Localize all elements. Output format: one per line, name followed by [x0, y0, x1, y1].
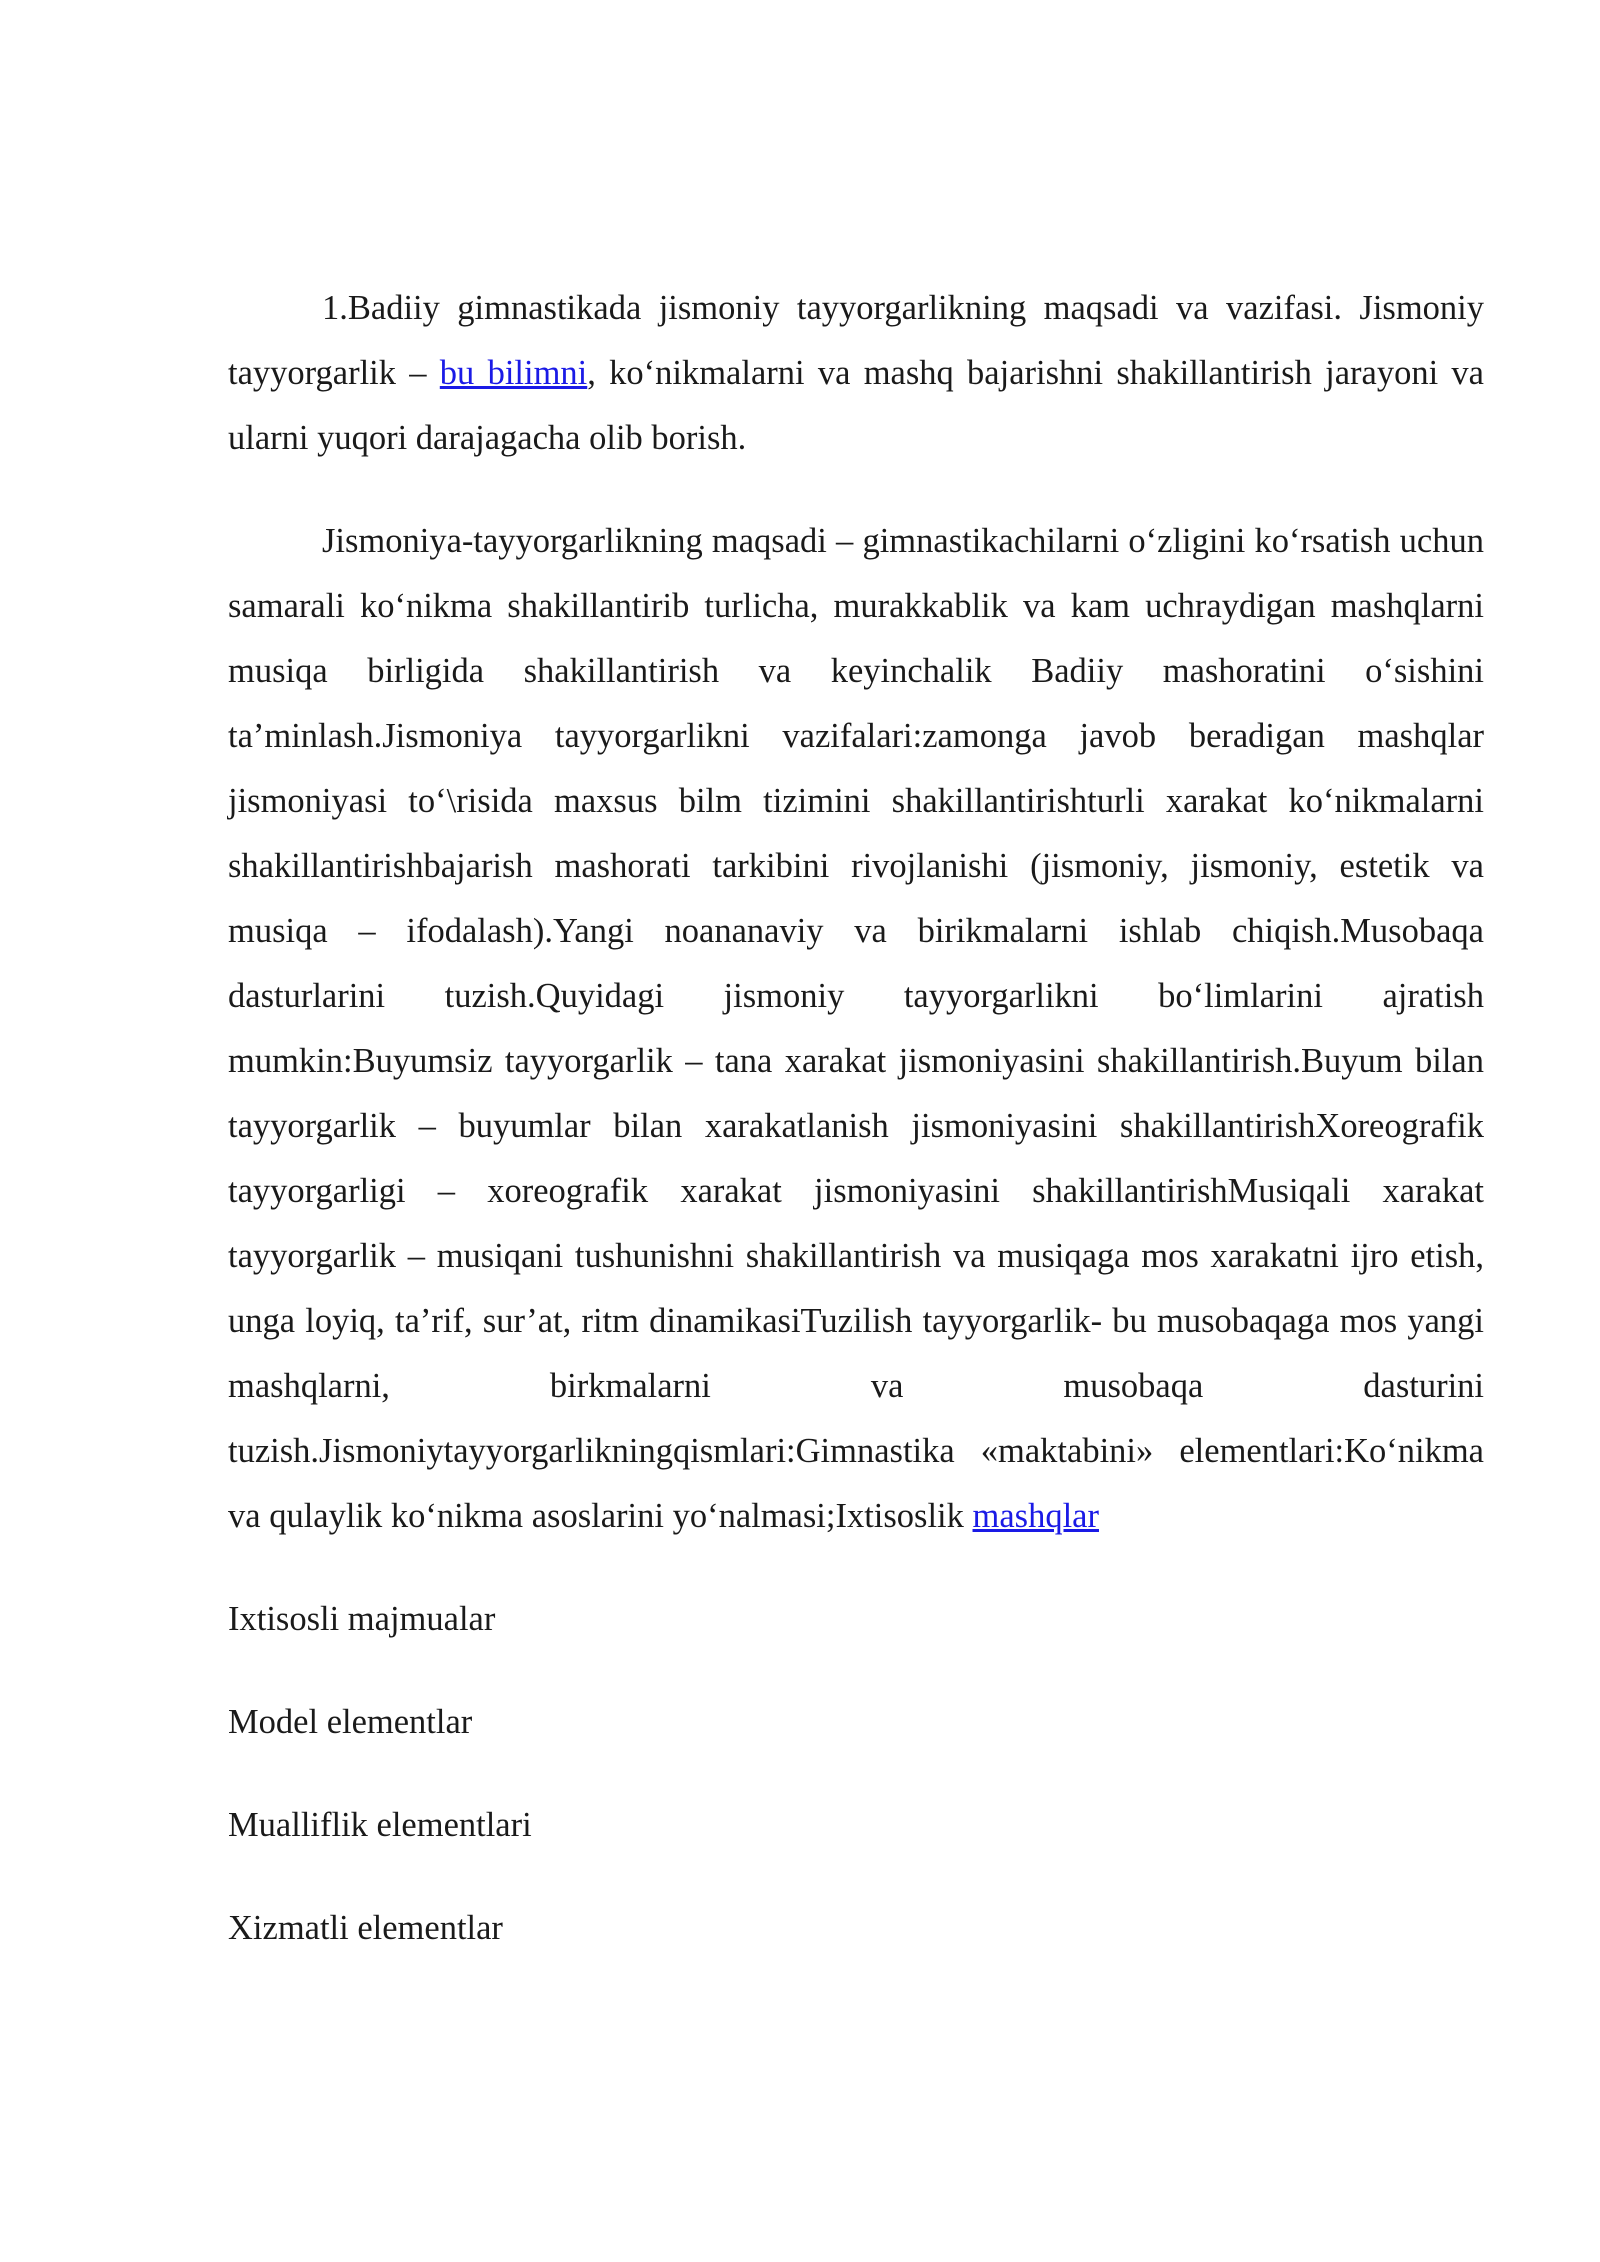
list-item-xizmatli-elementlar: Xizmatli elementlar	[228, 1909, 503, 1947]
list-item-mualliflik-elementlari: Mualliflik elementlari	[228, 1806, 532, 1844]
paragraph-objectives	[228, 509, 1484, 1549]
paragraph-1-text-start: 1.Badiiy gimnastikada jismoniy tayyorgarlikning maqsadi va vazifasi. Jismoniy tayyorgarlik –	[228, 289, 1484, 392]
link-mashqlar[interactable]: mashqlar	[972, 1497, 1099, 1535]
list-item-ixtisosli-majmualar: Ixtisosli majmualar	[228, 1600, 496, 1638]
paragraph-2-text: Jismoniya-tayyorgarlikning maqsadi – gimnastikachilarni o‘zligini ko‘rsatish uchun samarali ko‘nikma shakillantirib turlicha, murakkablik va kam uchraydigan mashqlarni musiqa birligida shakillantirish va keyinchalik Badiiy mashoratini o‘sishini ta’minlash.Jismoniya tayyorgarlikni vazifalari:zamonga javob beradigan mashqlar jismoniyasi to‘\risida maxsus bilm tizimini shakillantirishturli xarakat ko‘nikmalarni shakillantirishbajarish mashorati tarkibini rivojlanishi (jismoniy, jismoniy, estetik va musiqa – ifodalash).Yangi noananaviy va birikmalarni ishlab chiqish.Musobaqa dasturlarini tuzish.Quyidagi jismoniy tayyorgarlikni bo‘limlarini ajratish mumkin:Buyumsiz tayyorgarlik – tana xarakat jismoniyasini shakillantirish.Buyum bilan tayyorgarlik – buyumlar bilan xarakatlanish jismoniyasini shakillantirishXoreografik tayyorgarligi – xoreografik xarakat jismoniyasini shakillantirishMusiqali xarakat tayyorgarlik – musiqani tushunishni shakillantirish va musiqaga mos xarakatni ijro etish, unga loyiq, ta’rif, sur’at, ritm dinamikasiTuzilish tayyorgarlik- bu musobaqaga mos yangi mashqlarni, birkmalarni va musobaqa dasturini tuzish.Jismoniytayyorgarlikningqismlari:Gimnastika «maktabini» elementlari:Ko‘nikma va qulaylik ko‘nikma asoslarini yo‘nalmasi;Ixtisoslik	[228, 522, 1484, 1535]
document-body	[228, 276, 1484, 1961]
link-bu-bilimni[interactable]: bu bilimni	[439, 354, 588, 392]
paragraph-goals	[228, 276, 1484, 471]
list-item-model-elementlar: Model elementlar	[228, 1703, 473, 1741]
paragraph-1-text-end: , ko‘nikmalarni va mashq bajarishni shakillantirish jarayoni va ularni yuqori darajagacha olib borish.	[228, 354, 1484, 457]
